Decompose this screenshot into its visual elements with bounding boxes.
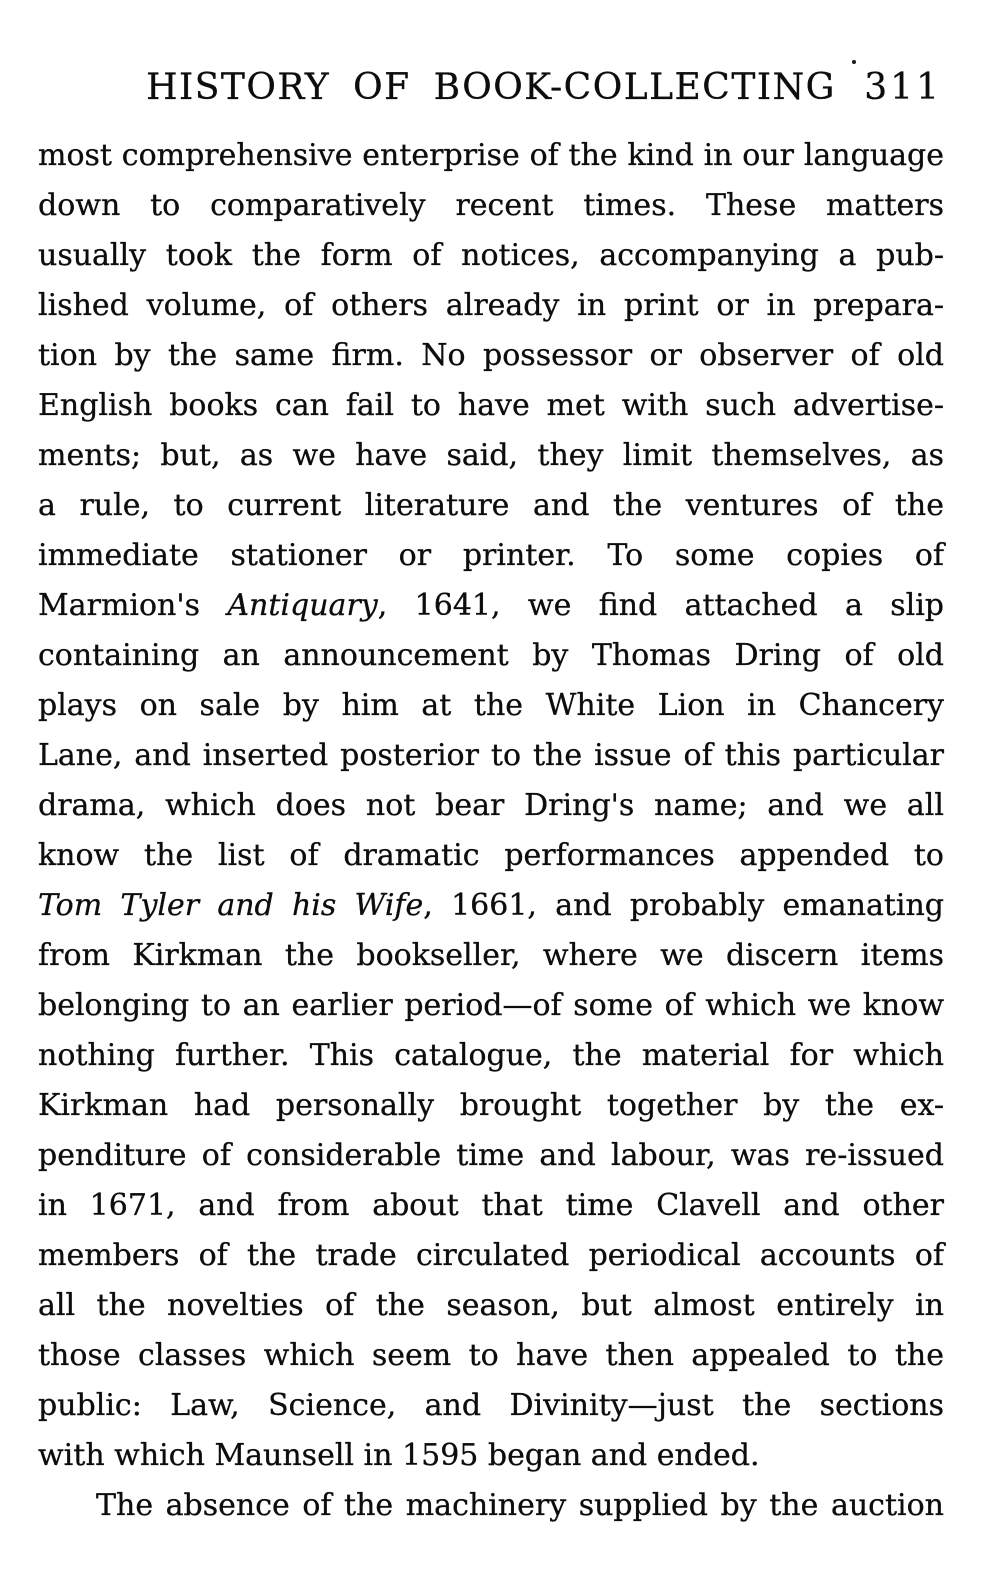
text-segment: members of the trade circulated periodical accounts of [38,1238,944,1273]
text-line [38,1431,944,1481]
text-segment: a rule, to current literature and the ventures of the [38,488,944,523]
text-line [38,1081,944,1131]
text-line [38,131,944,181]
text-line [38,1331,944,1381]
text-segment: containing an announcement by Thomas Dring of old [38,638,944,673]
text-line [38,1131,944,1181]
text-line [38,1281,944,1331]
text-line [38,581,944,631]
text-segment: , 1641, we find attached a slip [377,588,944,623]
text-line [38,381,944,431]
text-line [38,481,944,531]
text-line [38,531,944,581]
text-line [38,831,944,881]
text-segment: The absence of the machinery supplied by the auction [96,1488,944,1523]
body-text [38,131,944,1531]
text-segment: know the list of dramatic performances appended to [38,838,944,873]
text-line [38,881,944,931]
text-line [38,1031,944,1081]
text-line [38,781,944,831]
text-line [38,631,944,681]
ink-speck-artifact [852,60,856,64]
text-segment: penditure of considerable time and labour, was re-issued [38,1138,944,1173]
italic-book-title: Antiquary [227,588,378,623]
running-head [38,66,944,110]
text-segment: immediate stationer or printer. To some copies of [38,538,944,573]
page-title: HISTORY OF BOOK-COLLECTING [146,67,836,108]
text-line [38,681,944,731]
text-segment: plays on sale by him at the White Lion in Chancery [38,688,944,723]
italic-book-title: Tom Tyler and his Wife [38,888,424,923]
text-line [38,731,944,781]
text-segment: Marmion's [38,588,228,623]
text-line [38,331,944,381]
text-segment: in 1671, and from about that time Clavell and other [38,1188,944,1223]
page-number: 311 [864,67,942,108]
text-line [38,1381,944,1431]
text-line [38,281,944,331]
text-segment: usually took the form of notices, accompanying a pub- [38,238,944,273]
text-line [38,1231,944,1281]
text-segment: belonging to an earlier period—of some of which we know [38,988,944,1023]
text-segment: lished volume, of others already in print or in prepara- [38,288,944,323]
text-segment: public: Law, Science, and Divinity—just the sections [38,1388,944,1423]
text-segment: nothing further. This catalogue, the material for which [38,1038,944,1073]
text-line [38,981,944,1031]
text-segment: English books can fail to have met with such advertise- [38,388,944,423]
text-segment: with which Maunsell in 1595 began and ended. [38,1438,760,1473]
text-line [38,431,944,481]
text-segment: down to comparatively recent times. These matters [38,188,944,223]
text-segment: ments; but, as we have said, they limit themselves, as [38,438,944,473]
text-segment: Kirkman had personally brought together by the ex- [38,1088,944,1123]
text-segment: drama, which does not bear Dring's name; and we all [38,788,944,823]
text-segment: most comprehensive enterprise of the kind in our language [38,138,944,173]
text-line [38,231,944,281]
text-line [38,1481,944,1531]
text-segment: , 1661, and probably emanating [423,888,945,923]
text-line [38,931,944,981]
text-segment: tion by the same firm. No possessor or observer of old [38,338,944,373]
text-line [38,1181,944,1231]
text-segment: all the novelties of the season, but almost entirely in [38,1288,944,1323]
text-line [38,181,944,231]
text-segment: Lane, and inserted posterior to the issue of this particular [38,738,944,773]
text-segment: from Kirkman the bookseller, where we discern items [38,938,944,973]
text-segment: those classes which seem to have then appealed to the [38,1338,944,1373]
